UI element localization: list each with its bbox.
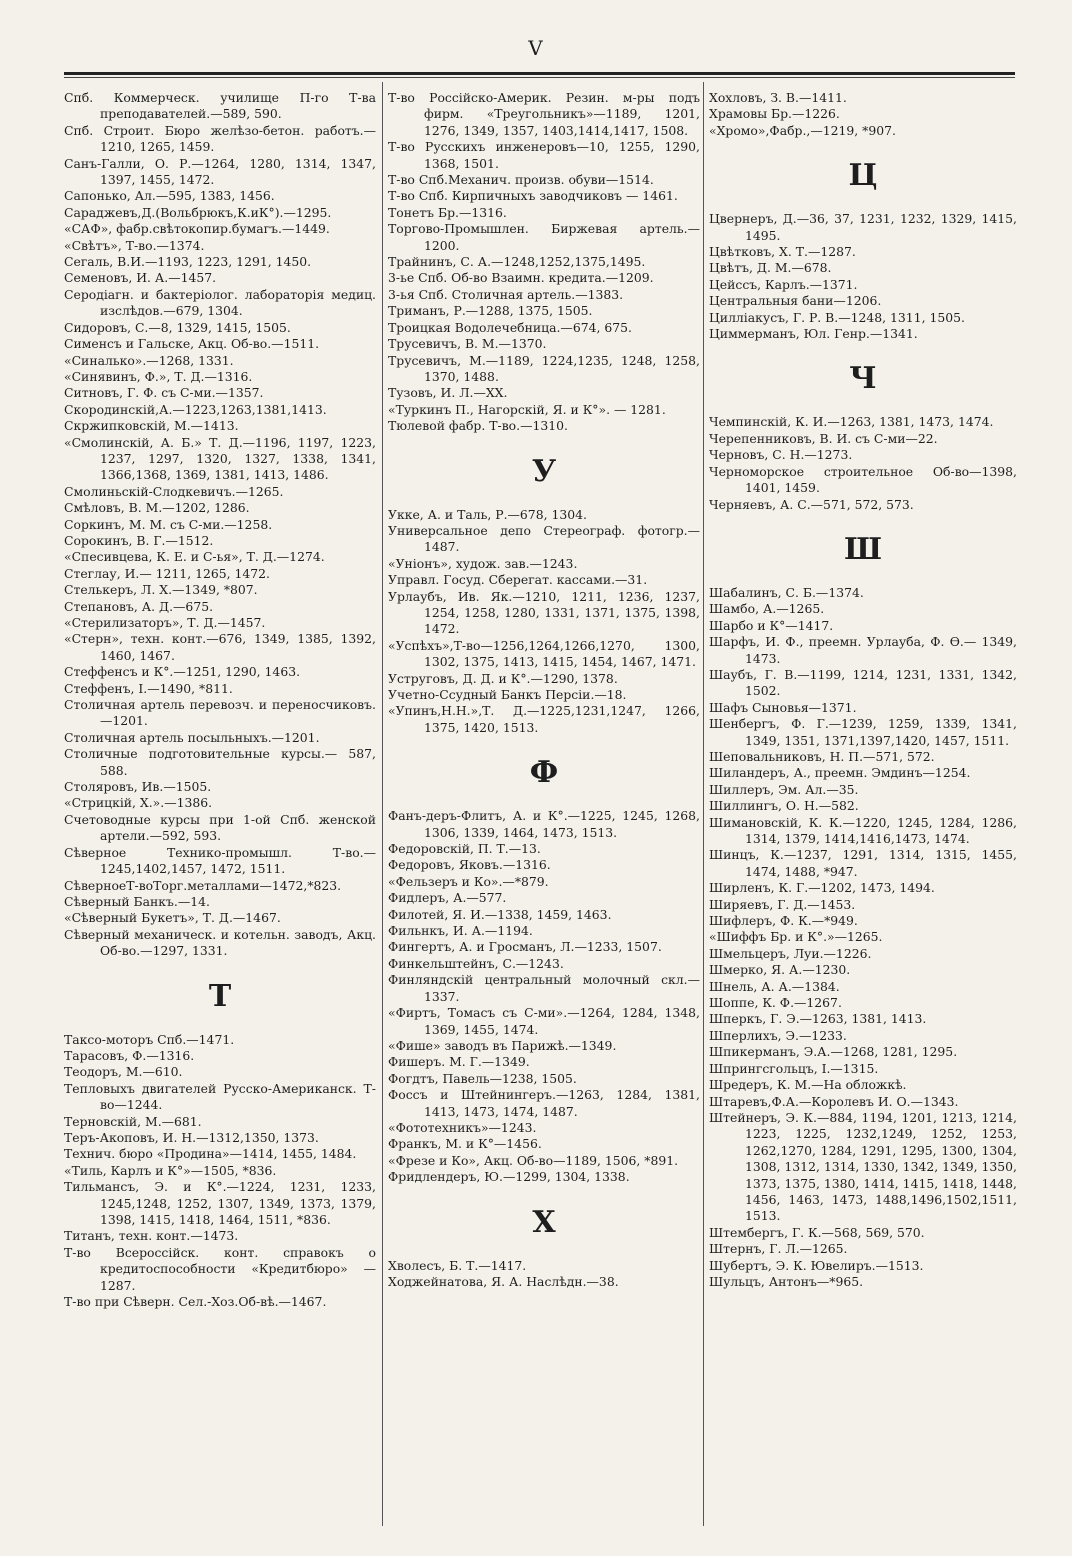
- section-letter: У: [531, 453, 557, 489]
- index-entry: Укке, А. и Таль, Р.—678, 1304.: [388, 506, 587, 522]
- index-entry: Скородинскій,А.—1223,1263,1381,1413.: [64, 401, 327, 417]
- index-entry: «Фельзеръ и Ко».—*879.: [388, 873, 549, 889]
- index-entry: Тонетъ Бр.—1316.: [388, 204, 507, 220]
- index-entry: Трусевичъ, В. М.—1370.: [388, 336, 547, 352]
- index-entry: Цилліакусъ, Г. Р. В.—1248, 1311, 1505.: [709, 309, 965, 325]
- index-entry: Фишеръ. М. Г.—1349.: [388, 1054, 530, 1070]
- index-entry: «Успѣхъ»,Т-во—1256,1264,1266,1270, 1300, 1302, 1375, 1413, 1415, 1454, 1467, 1471.: [388, 637, 700, 670]
- index-entry: Тильмансъ, Э. и К°.—1224, 1231, 1233, 1245,1248, 1252, 1307, 1349, 1373, 1379, 1398, 1415, 1418, 1464, 1511, *836.: [64, 1179, 376, 1227]
- index-entry: Шиллингъ, О. Н.—582.: [709, 798, 859, 814]
- index-entry: Черноморское строительное Об-во—1398, 1401, 1459.: [709, 463, 1017, 496]
- index-entry: «Туркинъ П., Нагорскій, Я. и К°». — 1281.: [388, 401, 666, 417]
- index-entry: Шмельцеръ, Луи.—1226.: [709, 945, 872, 961]
- index-entry: «Свѣтъ», Т-во.—1374.: [64, 237, 205, 253]
- index-entry: Цвѣтъ, Д. М.—678.: [709, 260, 832, 276]
- index-entry: Шперкъ, Г. Э.—1263, 1381, 1413.: [709, 1011, 927, 1027]
- index-entry: Шабалинъ, С. Б.—1374.: [709, 584, 864, 600]
- index-entry: Т-во Россійско-Америк. Резин. м-ры подъ фирм. «Треугольникъ»—1189, 1201, 1276, 1349, 1357, 1403,1414,1417, 1508.: [388, 90, 700, 138]
- index-entry: Шредеръ, К. М.—На обложкѣ.: [709, 1077, 907, 1093]
- index-entry: Тепловыхъ двигателей Русско-Американск. Т-во—1244.: [64, 1080, 376, 1113]
- index-entry: Смѣловъ, В. М.—1202, 1286.: [64, 500, 250, 516]
- index-entry: Троицкая Водолечебница.—674, 675.: [388, 319, 632, 335]
- index-entry: Сидоровъ, С.—8, 1329, 1415, 1505.: [64, 319, 291, 335]
- index-entry: Фанъ-деръ-Флитъ, А. и К°.—1225, 1245, 1268, 1306, 1339, 1464, 1473, 1513.: [388, 808, 700, 840]
- index-entry: «Синалько».—1268, 1331.: [64, 352, 234, 368]
- index-entry: «Фише» заводъ въ Парижѣ.—1349.: [388, 1037, 617, 1053]
- index-entry: Фильнкъ, И. А.—1194.: [388, 923, 533, 939]
- column-divider: [382, 82, 383, 1526]
- section-letter: Ф: [529, 755, 559, 791]
- index-entry: Шиллеръ, Эм. Ал.—35.: [709, 781, 859, 797]
- index-entry: Фогдтъ, Павель—1238, 1505.: [388, 1070, 577, 1086]
- index-entry: «Фототехникъ»—1243.: [388, 1119, 537, 1135]
- index-entry: «Стерилизаторъ», Т. Д.—1457.: [64, 615, 266, 630]
- index-entry: Шперлихъ, Э.—1233.: [709, 1027, 847, 1043]
- index-entry: Штембергъ, Г. К.—568, 569, 570.: [709, 1224, 925, 1240]
- index-entry: Черняевъ, А. С.—571, 572, 573.: [709, 496, 914, 512]
- index-entry: Шимановскій, К. К.—1220, 1245, 1284, 1286, 1314, 1379, 1414,1416,1473, 1474.: [709, 814, 1017, 846]
- index-entry: Технич. бюро «Продина»—1414, 1455, 1484.: [64, 1146, 357, 1162]
- index-entry: «Стерн», техн. конт.—676, 1349, 1385, 1392, 1460, 1467.: [64, 631, 376, 663]
- index-entry: Шаубъ, Г. В.—1199, 1214, 1231, 1331, 1342, 1502.: [709, 666, 1017, 699]
- index-entry: Фидлеръ, А.—577.: [388, 890, 507, 906]
- index-entry: «Синявинъ, Ф.», Т. Д.—1316.: [64, 368, 253, 384]
- index-entry: Управл. Госуд. Сберегат. кассами.—31.: [388, 572, 648, 588]
- index-entry: «Стрицкій, Х.».—1386.: [64, 795, 213, 811]
- index-entry: «Смолинскій, А. Б.» Т. Д.—1196, 1197, 1223, 1237, 1297, 1320, 1327, 1338, 1341, 1366,1368, 1369, 1381, 1413, 1486.: [64, 434, 376, 483]
- index-entry: Сѣверный Банкъ.—14.: [64, 893, 210, 909]
- index-entry: Сапонько, Ал.—595, 1383, 1456.: [64, 188, 275, 204]
- section-letter: Ш: [843, 531, 883, 567]
- index-entry: Шифлеръ, Ф. К.—*949.: [709, 913, 858, 929]
- index-entry: Хволесъ, Б. Т.—1417.: [388, 1257, 527, 1273]
- index-entry: Шарбо и К°—1417.: [709, 617, 834, 633]
- index-entry: Шафъ Сыновья—1371.: [709, 699, 857, 715]
- index-entry: Шеповальниковъ, Н. П.—571, 572.: [709, 748, 935, 764]
- index-entry: Стеффенсъ и К°.—1251, 1290, 1463.: [64, 664, 301, 680]
- index-entry: Черновъ, С. Н.—1273.: [709, 447, 853, 463]
- index-entry: Ширяевъ, Г. Д.—1453.: [709, 896, 856, 912]
- index-entry: «Фиртъ, Томасъ съ С-ми».—1264, 1284, 1348, 1369, 1455, 1474.: [388, 1005, 700, 1037]
- index-entry: Тарасовъ, Ф.—1316.: [64, 1047, 195, 1063]
- index-entry: Урлаубъ, Ив. Як.—1210, 1211, 1236, 1237, 1254, 1258, 1280, 1331, 1371, 1375, 1398, 1472.: [388, 588, 700, 637]
- index-entry: Сорокинъ, В. Г.—1512.: [64, 532, 214, 548]
- index-entry: Учетно-Ссудный Банкъ Персіи.—18.: [388, 687, 627, 702]
- index-entry: Счетоводные курсы при 1-ой Спб. женской артели.—592, 593.: [64, 811, 376, 844]
- index-entry: Хохловъ, З. В.—1411.: [709, 90, 847, 105]
- index-entry: Центральныя бани—1206.: [709, 293, 882, 309]
- index-entry: Ширленъ, К. Г.—1202, 1473, 1494.: [709, 880, 935, 896]
- index-entry: 3-ье Спб. Об-во Взаимн. кредита.—1209.: [388, 270, 654, 286]
- index-entry: Титанъ, техн. конт.—1473.: [64, 1228, 239, 1244]
- index-entry: Уструговъ, Д. Д. и К°.—1290, 1378.: [388, 670, 618, 686]
- index-entry: Фингертъ, А. и Гросманъ, Л.—1233, 1507.: [388, 939, 662, 955]
- index-entry: Шинцъ, К.—1237, 1291, 1314, 1315, 1455, 1474, 1488, *947.: [709, 847, 1017, 879]
- index-entry: Теодоръ, М.—610.: [64, 1064, 183, 1080]
- section-letter: Ц: [848, 158, 878, 194]
- top-rule-thin: [64, 77, 1015, 78]
- section-letter: Ч: [849, 361, 877, 397]
- index-entry: Сараджевъ,Д.(Вольбрюкъ,К.иК°).—1295.: [64, 204, 332, 220]
- index-entry: Цвернеръ, Д.—36, 37, 1231, 1232, 1329, 1415, 1495.: [709, 211, 1017, 243]
- index-entry: Шамбо, А.—1265.: [709, 601, 825, 617]
- index-entry: 3-ья Спб. Столичная артель.—1383.: [388, 286, 624, 302]
- index-entry: Штернъ, Г. Л.—1265.: [709, 1241, 848, 1257]
- index-entry: Шенбергъ, Ф. Г.—1239, 1259, 1339, 1341, 1349, 1351, 1371,1397,1420, 1457, 1511.: [709, 716, 1017, 748]
- top-rule: [64, 72, 1015, 75]
- index-entry: Цейссъ, Карлъ.—1371.: [709, 276, 858, 292]
- index-entry: Федоровъ, Яковъ.—1316.: [388, 857, 551, 873]
- index-entry: Шарфъ, И. Ф., преемн. Урлауба, Ф. Ѳ.— 1349, 1473.: [709, 634, 1017, 666]
- index-entry: Чемпинскій, К. И.—1263, 1381, 1473, 1474.: [709, 414, 994, 430]
- index-entry: СѣверноеТ-воТорг.металлами—1472,*823.: [64, 877, 342, 893]
- page-number: V: [528, 36, 544, 60]
- index-entry: Триманъ, Р.—1288, 1375, 1505.: [388, 303, 593, 319]
- index-entry: Серодіагн. и бактеріолог. лабораторія медиц. изслѣдов.—679, 1304.: [64, 286, 376, 319]
- index-entry: Шнель, А. А.—1384.: [709, 978, 840, 994]
- index-entry: Финляндскій центральный молочный скл.— 1337.: [388, 972, 700, 1004]
- index-entry: Смолиньскій-Слодкевичъ.—1265.: [64, 483, 284, 499]
- column-divider: [703, 82, 704, 1526]
- index-entry: Сѣверный механическ. и котельн. заводъ, Акц. Об-во.—1297, 1331.: [64, 926, 376, 959]
- index-entry: Циммерманъ, Юл. Генр.—1341.: [709, 326, 918, 342]
- index-entry: Столичная артель перевозч. и переносчиковъ.—1201.: [64, 697, 376, 729]
- index-entry: Черепенниковъ, В. И. съ С-ми—22.: [709, 430, 938, 446]
- index-entry: Скржипковскій, М.—1413.: [64, 418, 239, 434]
- index-entry: Универсальное депо Стереограф. фотогр.—1487.: [388, 522, 700, 555]
- index-entry: Семеновъ, И. А.—1457.: [64, 270, 217, 286]
- section-letter: Х: [532, 1204, 556, 1240]
- index-entry: Тюлевой фабр. Т-во.—1310.: [388, 418, 568, 434]
- index-entry: Соркинъ, М. М. съ С-ми.—1258.: [64, 516, 273, 532]
- index-entry: Столичная артель посыльныхъ.—1201.: [64, 729, 320, 745]
- index-entry: «Уніонъ», худож. зав.—1243.: [388, 555, 578, 571]
- index-entry: Ходжейнатова, Я. А. Наслѣдн.—38.: [388, 1273, 619, 1289]
- index-entry: Таксо-моторъ Спб.—1471.: [64, 1031, 235, 1047]
- index-entry: Т-во Спб.Механич. произв. обуви—1514.: [388, 172, 654, 188]
- index-entry: Штейнеръ, Э. К.—884, 1194, 1201, 1213, 1214, 1223, 1225, 1232,1249, 1252, 1253, 1262,1270, 1284, 1291, 1295, 1300, 1304, 1308, 1312, 1314, 1330, 1342, 1349, 1350, 1373, 1375, 1380, 1414, 1415, 1418, 1448, 1456, 1463, 1473, 1488,1496,1502,1511, 1513.: [709, 1109, 1017, 1224]
- index-entry: «Фрезе и Ко», Акц. Об-во—1189, 1506, *891.: [388, 1152, 679, 1168]
- index-entry: Столяровъ, Ив.—1505.: [64, 779, 212, 795]
- index-entry: Терновскій, М.—681.: [64, 1113, 202, 1129]
- index-entry: Стелькеръ, Л. Х.—1349, *807.: [64, 582, 258, 598]
- index-entry: «Спесивцева, К. Е. и С-ья», Т. Д.—1274.: [64, 549, 325, 565]
- index-entry: Филотей, Я. И.—1338, 1459, 1463.: [388, 906, 612, 922]
- index-entry: Ситновъ, Г. Ф. съ С-ми.—1357.: [64, 385, 264, 401]
- index-entry: Штаревъ,Ф.А.—Королевъ И. О.—1343.: [709, 1093, 959, 1109]
- index-entry: Шубертъ, Э. К. Ювелиръ.—1513.: [709, 1257, 924, 1273]
- index-entry: Фридлендеръ, Ю.—1299, 1304, 1338.: [388, 1169, 630, 1185]
- index-entry: Франкъ, М. и К°—1456.: [388, 1136, 542, 1152]
- index-entry: Финкельштейнъ, С.—1243.: [388, 955, 564, 971]
- index-entry: Шпикерманъ, Э.А.—1268, 1281, 1295.: [709, 1044, 958, 1060]
- index-entry: «САФ», фабр.свѣтокопир.бумагъ.—1449.: [64, 221, 330, 237]
- index-entry: «Шиффъ Бр. и К°.»—1265.: [709, 929, 883, 945]
- index-entry: Федоровскій, П. Т.—13.: [388, 841, 541, 857]
- index-entry: Трусевичъ, М.—1189, 1224,1235, 1248, 1258, 1370, 1488.: [388, 352, 700, 384]
- index-entry: Сименсъ и Гальске, Акц. Об-во.—1511.: [64, 336, 320, 352]
- index-column-3: [709, 90, 1017, 1524]
- index-entry: Храмовы Бр.—1226.: [709, 106, 840, 122]
- index-entry: Трайнинъ, С. А.—1248,1252,1375,1495.: [388, 254, 646, 270]
- index-entry: «Сѣверный Букетъ», Т. Д.—1467.: [64, 910, 281, 926]
- index-entry: Стеффенъ, I.—1490, *811.: [64, 680, 233, 696]
- index-entry: Тузовъ, И. Л.—XX.: [388, 385, 508, 401]
- index-entry: Т-во Всероссійск. конт. справокъ о кредитоспособности «Кредитбюро» — 1287.: [64, 1244, 376, 1293]
- index-entry: Цвѣтковъ, Х. Т.—1287.: [709, 244, 856, 260]
- index-entry: Сѣверное Технико-промышл. Т-во.— 1245,1402,1457, 1472, 1511.: [64, 844, 376, 877]
- index-entry: Санъ-Галли, О. Р.—1264, 1280, 1314, 1347, 1397, 1455, 1472.: [64, 155, 376, 188]
- index-entry: Столичные подготовительные курсы.— 587, 588.: [64, 746, 376, 778]
- index-entry: Т-во при Сѣверн. Сел.-Хоз.Об-вѣ.—1467.: [64, 1294, 327, 1310]
- index-entry: Т-во Спб. Кирпичныхъ заводчиковъ — 1461.: [388, 188, 678, 204]
- index-entry: Сегаль, В.И.—1193, 1223, 1291, 1450.: [64, 254, 312, 270]
- index-entry: Спб. Строит. Бюро желѣзо-бетон. работъ.—1210, 1265, 1459.: [64, 122, 376, 155]
- index-entry: Шмерко, Я. А.—1230.: [709, 962, 851, 978]
- section-letter: Т: [208, 978, 232, 1014]
- index-entry: Степановъ, А. Д.—675.: [64, 598, 214, 614]
- index-entry: Шпрингсгольцъ, I.—1315.: [709, 1060, 879, 1076]
- index-entry: Фоссъ и Штейнингеръ.—1263, 1284, 1381, 1413, 1473, 1474, 1487.: [388, 1087, 700, 1119]
- index-entry: Шульцъ, Антонъ—*965.: [709, 1273, 864, 1289]
- index-entry: Торгово-Промышлен. Биржевая артель.— 1200.: [388, 221, 700, 253]
- index-entry: Стеглау, И.— 1211, 1265, 1472.: [64, 565, 270, 581]
- index-entry: Т-во Русскихъ инженеровъ—10, 1255, 1290, 1368, 1501.: [388, 139, 700, 171]
- index-column-1: [64, 90, 376, 1524]
- index-entry: Спб. Коммерческ. училище П-го Т-ва преподавателей.—589, 590.: [64, 90, 376, 122]
- index-entry: «Упинъ,Н.Н.»,Т. Д.—1225,1231,1247, 1266, 1375, 1420, 1513.: [388, 703, 700, 735]
- index-entry: Шоппе, К. Ф.—1267.: [709, 995, 842, 1011]
- index-entry: «Тиль, Карлъ и К°»—1505, *836.: [64, 1162, 277, 1178]
- index-column-2: [388, 90, 700, 1524]
- index-entry: «Хромо»,Фабр.,—1219, *907.: [709, 122, 896, 138]
- index-entry: Теръ-Акоповъ, И. Н.—1312,1350, 1373.: [64, 1129, 319, 1145]
- index-entry: Шиландеръ, А., преемн. Эмдинъ—1254.: [709, 765, 971, 781]
